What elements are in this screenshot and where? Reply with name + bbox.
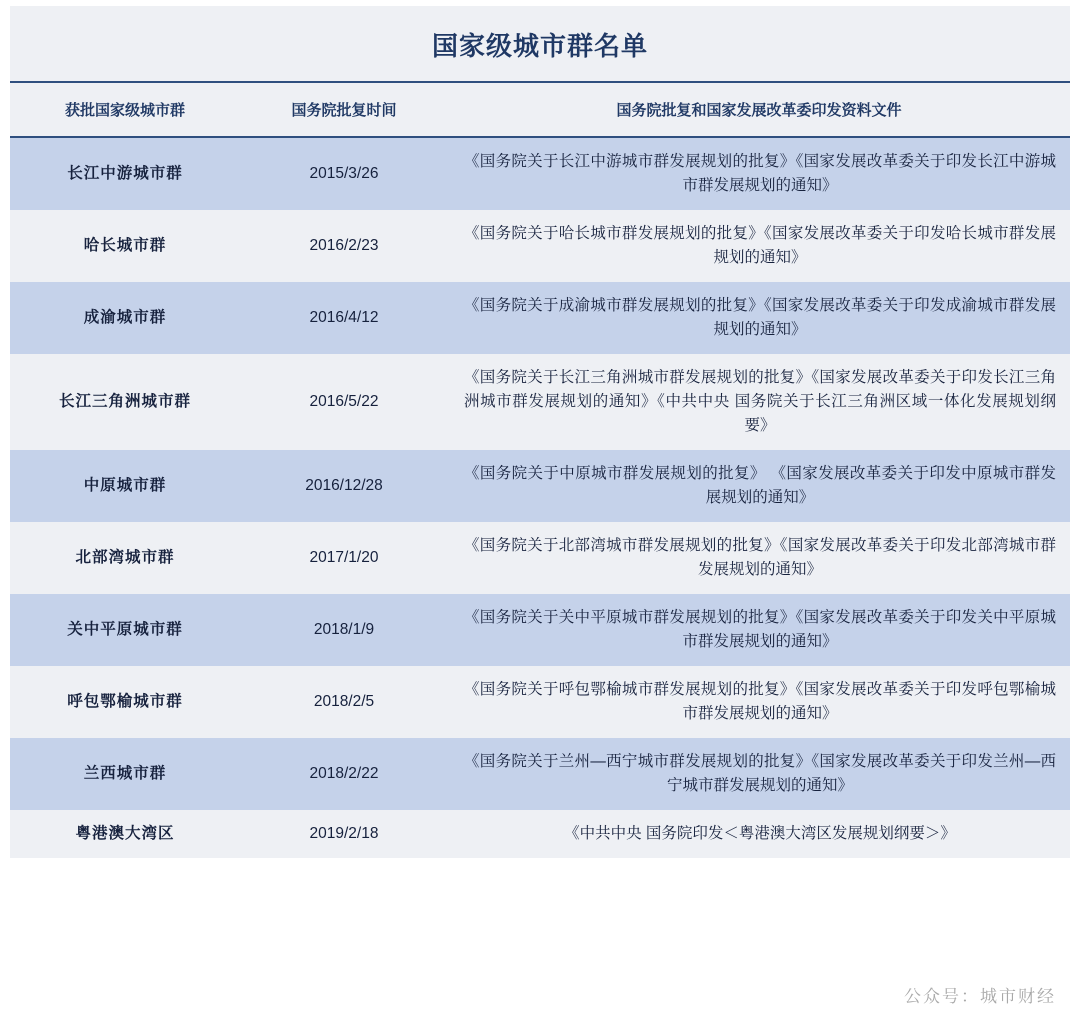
cell-documents: 《中共中央 国务院印发＜粤港澳大湾区发展规划纲要＞》 (448, 810, 1070, 858)
column-header-row (10, 82, 1070, 137)
cell-approval-date: 2016/2/23 (240, 210, 448, 282)
cell-cluster-name: 关中平原城市群 (10, 594, 240, 666)
cell-cluster-name: 呼包鄂榆城市群 (10, 666, 240, 738)
cell-documents: 《国务院关于成渝城市群发展规划的批复》《国家发展改革委关于印发成渝城市群发展规划的通知》 (448, 282, 1070, 354)
cell-documents: 《国务院关于兰州—西宁城市群发展规划的批复》《国家发展改革委关于印发兰州—西宁城市群发展规划的通知》 (448, 738, 1070, 810)
cell-approval-date: 2018/2/22 (240, 738, 448, 810)
cell-documents: 《国务院关于北部湾城市群发展规划的批复》《国家发展改革委关于印发北部湾城市群发展规划的通知》 (448, 522, 1070, 594)
cell-approval-date: 2019/2/18 (240, 810, 448, 858)
cell-documents: 《国务院关于呼包鄂榆城市群发展规划的批复》《国家发展改革委关于印发呼包鄂榆城市群发展规划的通知》 (448, 666, 1070, 738)
cell-cluster-name: 长江中游城市群 (10, 137, 240, 210)
cell-documents: 《国务院关于长江中游城市群发展规划的批复》《国家发展改革委关于印发长江中游城市群发展规划的通知》 (448, 137, 1070, 210)
cell-approval-date: 2016/5/22 (240, 354, 448, 450)
cell-cluster-name: 哈长城市群 (10, 210, 240, 282)
cell-documents: 《国务院关于关中平原城市群发展规划的批复》《国家发展改革委关于印发关中平原城市群发展规划的通知》 (448, 594, 1070, 666)
cell-approval-date: 2016/4/12 (240, 282, 448, 354)
table-row (10, 594, 1070, 666)
cell-documents: 《国务院关于中原城市群发展规划的批复》 《国家发展改革委关于印发中原城市群发展规划的通知》 (448, 450, 1070, 522)
table-row (10, 210, 1070, 282)
table-row (10, 450, 1070, 522)
cell-approval-date: 2015/3/26 (240, 137, 448, 210)
title-row (10, 6, 1070, 82)
cell-cluster-name: 兰西城市群 (10, 738, 240, 810)
table-header (10, 6, 1070, 137)
cell-approval-date: 2018/2/5 (240, 666, 448, 738)
cell-cluster-name: 长江三角洲城市群 (10, 354, 240, 450)
cell-approval-date: 2018/1/9 (240, 594, 448, 666)
table-row (10, 666, 1070, 738)
table-row (10, 810, 1070, 858)
watermark-text: 公众号：城市财经 (904, 987, 1056, 1006)
cell-approval-date: 2016/12/28 (240, 450, 448, 522)
national-city-cluster-table (10, 6, 1070, 858)
cell-cluster-name: 成渝城市群 (10, 282, 240, 354)
table-row (10, 738, 1070, 810)
table-row (10, 137, 1070, 210)
column-header-approval-date: 国务院批复时间 (240, 82, 448, 137)
cell-documents: 《国务院关于哈长城市群发展规划的批复》《国家发展改革委关于印发哈长城市群发展规划的通知》 (448, 210, 1070, 282)
column-header-cluster: 获批国家级城市群 (10, 82, 240, 137)
column-header-documents: 国务院批复和国家发展改革委印发资料文件 (448, 82, 1070, 137)
page-title: 国家级城市群名单 (10, 6, 1070, 82)
table-row (10, 354, 1070, 450)
cell-cluster-name: 北部湾城市群 (10, 522, 240, 594)
table-row (10, 282, 1070, 354)
cell-cluster-name: 粤港澳大湾区 (10, 810, 240, 858)
cell-cluster-name: 中原城市群 (10, 450, 240, 522)
table-body (10, 137, 1070, 858)
cell-approval-date: 2017/1/20 (240, 522, 448, 594)
table-row (10, 522, 1070, 594)
cell-documents: 《国务院关于长江三角洲城市群发展规划的批复》《国家发展改革委关于印发长江三角洲城市群发展规划的通知》《中共中央 国务院关于长江三角洲区域一体化发展规划纲要》 (448, 354, 1070, 450)
